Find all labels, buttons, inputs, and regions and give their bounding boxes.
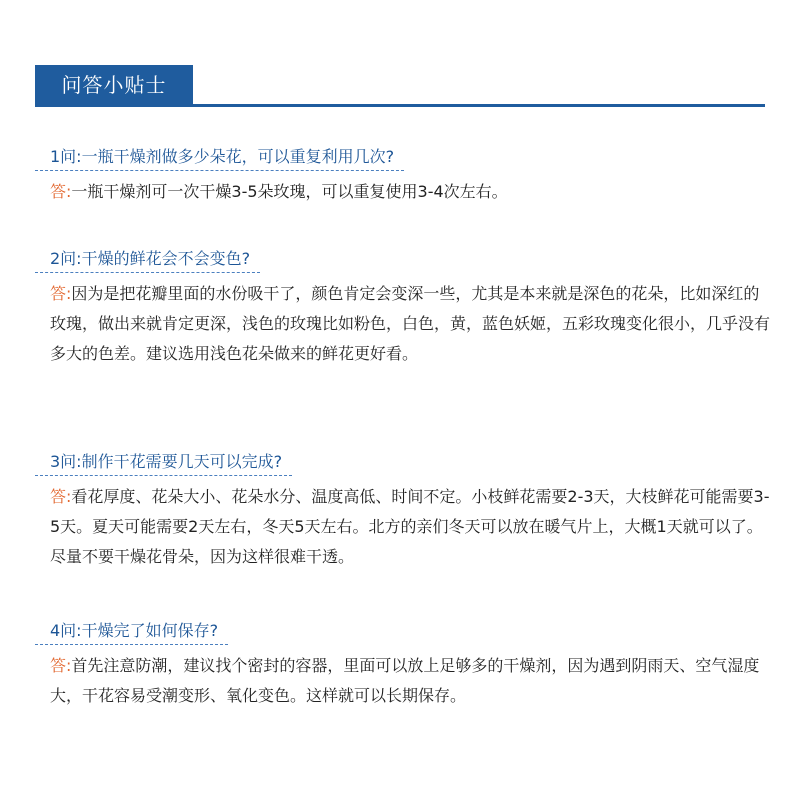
answer-label: 答: <box>50 284 72 303</box>
title-underline <box>35 104 765 107</box>
answer-1 <box>50 177 770 207</box>
answer-2 <box>50 279 770 369</box>
answer-label: 答: <box>50 656 72 675</box>
answer-text-2: 因为是把花瓣里面的水份吸干了，颜色肯定会变深一些，尤其是本来就是深色的花朵，比如深红的玫瑰，做出来就肯定更深，浅色的玫瑰比如粉色，白色，黄，蓝色妖姬，五彩玫瑰变化很小，几乎没有多大的色差。建议选用浅色花朵做来的鲜花更好看。 <box>50 284 771 363</box>
qa-item-4 <box>35 620 770 711</box>
qa-item-2 <box>35 248 770 369</box>
question-2: 2问:干燥的鲜花会不会变色? <box>35 248 260 273</box>
answer-3 <box>50 482 770 572</box>
answer-label: 答: <box>50 487 72 506</box>
answer-text-3: 看花厚度、花朵大小、花朵水分、温度高低、时间不定。小枝鲜花需要2-3天，大枝鲜花可能需要3-5天。夏天可能需要2天左右，冬天5天左右。北方的亲们冬天可以放在暖气片上，大概1天就可以了。尽量不要干燥花骨朵，因为这样很难干透。 <box>50 487 770 566</box>
question-4: 4问:干燥完了如何保存? <box>35 620 228 645</box>
question-3: 3问:制作干花需要几天可以完成? <box>35 451 292 476</box>
answer-4 <box>50 651 770 711</box>
qa-item-3 <box>35 451 770 572</box>
answer-label: 答: <box>50 182 72 201</box>
page-title: 问答小贴士 <box>35 65 193 105</box>
answer-text-1: 一瓶干燥剂可一次干燥3-5朵玫瑰，可以重复使用3-4次左右。 <box>71 182 508 201</box>
question-1: 1问:一瓶干燥剂做多少朵花，可以重复利用几次? <box>35 146 404 171</box>
qa-item-1 <box>35 146 770 207</box>
answer-text-4: 首先注意防潮，建议找个密封的容器，里面可以放上足够多的干燥剂，因为遇到阴雨天、空气湿度大，干花容易受潮变形、氧化变色。这样就可以长期保存。 <box>50 656 760 705</box>
